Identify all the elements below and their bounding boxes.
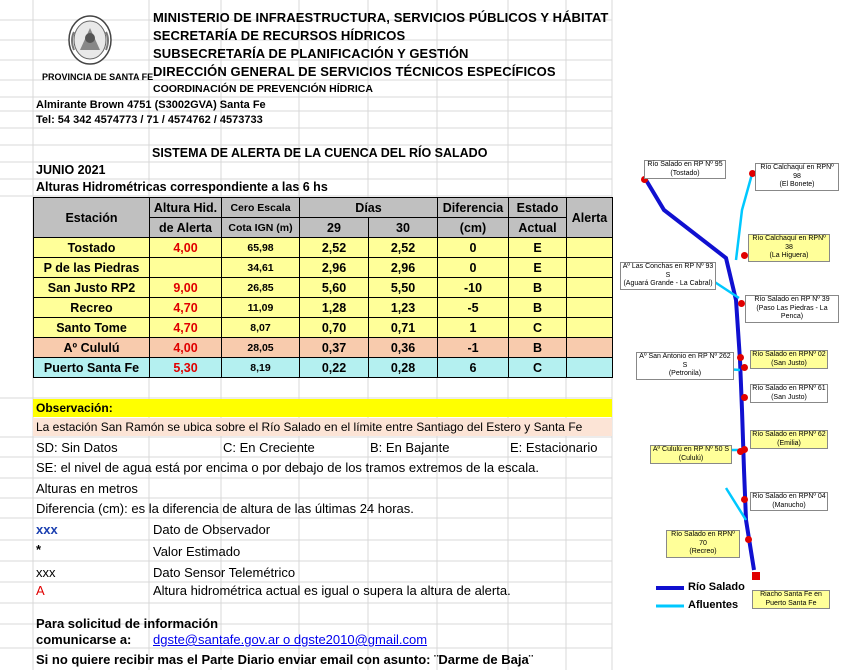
- key-estimated-desc: Valor Estimado: [153, 544, 241, 559]
- map-label-puerto-santa-fe: [752, 590, 830, 609]
- alert-height: 9,00: [150, 278, 222, 298]
- units-note: Alturas en metros: [36, 481, 138, 496]
- map-label-san-justo-02: [750, 350, 828, 369]
- col-alert-height-header-2: de Alerta: [150, 218, 222, 238]
- station-square: [752, 572, 760, 580]
- map-label-line: (San Justo): [771, 393, 807, 401]
- day-29-value: 2,52: [300, 238, 369, 258]
- col-alert-height-header: Altura Hid.: [150, 198, 222, 218]
- direction-line: DIRECCIÓN GENERAL DE SERVICIOS TÉCNICOS ESPECÍFICOS: [153, 64, 556, 79]
- legend-main-river: Río Salado: [688, 581, 745, 593]
- ministry-line: MINISTERIO DE INFRAESTRUCTURA, SERVICIOS PÚBLICOS Y HÁBITAT: [153, 10, 609, 25]
- state: C: [509, 358, 567, 378]
- map-label-line: (Paso Las Piedras - La Penca): [756, 304, 828, 320]
- alert-height: 4,70: [150, 298, 222, 318]
- legend-c: C: En Creciente: [223, 440, 315, 455]
- key-alert-desc: Altura hidrométrica actual es igual o supera la altura de alerta.: [153, 583, 511, 598]
- station-name: P de las Piedras: [34, 258, 150, 278]
- map-label-line: Puerto Santa Fe: [765, 599, 817, 607]
- map-label-line: (Petronila): [668, 370, 702, 377]
- difference: 0: [438, 258, 509, 278]
- difference: 1: [438, 318, 509, 338]
- subsecretary-line: SUBSECRETARÍA DE PLANIFICACIÓN Y GESTIÓN: [153, 46, 469, 61]
- map-label-line: Río Calchaquí en RPNº 98: [760, 164, 834, 180]
- col-zero-header: Cero Escala: [222, 198, 300, 218]
- table-row: [34, 298, 613, 318]
- key-estimated: *: [36, 542, 42, 557]
- zero-scale: 65,98: [222, 238, 300, 258]
- observation-label: Observación:: [36, 401, 113, 415]
- day-29-value: 0,22: [300, 358, 369, 378]
- col-day-29: 29: [300, 218, 369, 238]
- legend-b: B: En Bajante: [370, 440, 450, 455]
- difference-note: Diferencia (cm): es la diferencia de altura de las últimas 24 horas.: [36, 501, 414, 516]
- station-dot: [737, 354, 744, 361]
- key-alert: A: [36, 583, 45, 598]
- day-30-value: 1,23: [369, 298, 438, 318]
- scale-note: SE: el nivel de agua está por encima o por debajo de los tramos extremos de la escala.: [36, 460, 539, 475]
- map-label-cululu: [650, 445, 732, 464]
- day-30-value: 0,36: [369, 338, 438, 358]
- map-label-line: (Cululú): [678, 454, 704, 462]
- map-label-line: Río Salado en RPNº 04: [752, 493, 826, 500]
- col-day-30: 30: [369, 218, 438, 238]
- zero-scale: 8,07: [222, 318, 300, 338]
- station-dot: [745, 536, 752, 543]
- station-dot: [741, 394, 748, 401]
- map-label-tostado: [644, 160, 726, 179]
- secretary-line: SECRETARÍA DE RECURSOS HÍDRICOS: [153, 28, 406, 43]
- table-row: [34, 238, 613, 258]
- col-state-header: Estado: [509, 198, 567, 218]
- hydrometric-table: [33, 197, 613, 378]
- day-30-value: 0,71: [369, 318, 438, 338]
- legend-sd: SD: Sin Datos: [36, 440, 118, 455]
- day-30-value: 2,96: [369, 258, 438, 278]
- station-name: Aº Cululú: [34, 338, 150, 358]
- day-30-value: 5,50: [369, 278, 438, 298]
- coordination-line: COORDINACIÓN DE PREVENCIÓN HÍDRICA: [153, 83, 373, 95]
- day-30-value: 2,52: [369, 238, 438, 258]
- map-label-line: (La Higuera): [769, 252, 809, 259]
- col-diff-header: Diferencia: [438, 198, 509, 218]
- map-label-line: Río Salado en RPNº 62: [752, 431, 826, 438]
- zero-scale: 28,05: [222, 338, 300, 358]
- map-label-line: (Emilia): [777, 439, 801, 447]
- station-name: Recreo: [34, 298, 150, 318]
- map-label-manucho: [750, 492, 828, 511]
- province-seal-logo: [66, 14, 114, 66]
- report-subtitle: Alturas Hidrométricas correspondiente a las 6 hs: [36, 180, 328, 194]
- alert-height: 4,00: [150, 338, 222, 358]
- map-label-line: (Manucho): [772, 501, 806, 509]
- map-label-line: Aº Las Conchas en RP Nº 93 S: [622, 263, 714, 279]
- map-label-line: Río Salado en RP Nº 39: [754, 296, 830, 303]
- state: E: [509, 258, 567, 278]
- alert: [567, 238, 613, 258]
- report-month: JUNIO 2021: [36, 163, 106, 177]
- alert: [567, 278, 613, 298]
- station-dot: [741, 496, 748, 503]
- map-label-paso-las-piedras: [745, 295, 839, 323]
- state: B: [509, 278, 567, 298]
- day-29-value: 0,37: [300, 338, 369, 358]
- zero-scale: 26,85: [222, 278, 300, 298]
- station-name: Puerto Santa Fe: [34, 358, 150, 378]
- station-name: San Justo RP2: [34, 278, 150, 298]
- map-label-line: Aº San Antonio en RP Nº 262 S: [639, 353, 731, 369]
- map-label-line: Río Salado en RPNº 70: [671, 531, 735, 547]
- table-row: [34, 258, 613, 278]
- day-29-value: 5,60: [300, 278, 369, 298]
- alert: [567, 318, 613, 338]
- map-label-line: (Recreo): [689, 548, 717, 555]
- map-label-line: (Tostado): [670, 169, 700, 177]
- state: E: [509, 238, 567, 258]
- day-29-value: 0,70: [300, 318, 369, 338]
- difference: -10: [438, 278, 509, 298]
- map-label-line: (San Justo): [771, 359, 807, 367]
- map-label-emilia: [750, 430, 828, 449]
- map-label-line: Riacho Santa Fe en: [760, 591, 822, 598]
- map-label-line: (Aguará Grande - La Cabral): [623, 280, 713, 287]
- map-label-line: Aº Cululú en RP Nº 50 S: [652, 446, 730, 453]
- contact-label: comunicarse a:: [36, 632, 132, 647]
- col-state-header-2: Actual: [509, 218, 567, 238]
- state: B: [509, 338, 567, 358]
- station-dot: [741, 446, 748, 453]
- difference: 6: [438, 358, 509, 378]
- table-row: [34, 358, 613, 378]
- difference: -5: [438, 298, 509, 318]
- alert-height: [150, 258, 222, 278]
- alert-height: 4,00: [150, 238, 222, 258]
- col-station-header: Estación: [34, 198, 150, 238]
- zero-scale: 34,61: [222, 258, 300, 278]
- legend-e: E: Estacionario: [510, 440, 598, 455]
- day-29-value: 2,96: [300, 258, 369, 278]
- difference: 0: [438, 238, 509, 258]
- address: Almirante Brown 4751 (S3002GVA) Santa Fe: [36, 99, 266, 111]
- observation-text: La estación San Ramón se ubica sobre el Río Salado en el límite entre Santiago del Estero y Santa Fe: [36, 420, 583, 434]
- province-name: PROVINCIA DE SANTA FE: [42, 72, 154, 82]
- table-row: [34, 278, 613, 298]
- map-label-petronila: [636, 352, 734, 380]
- table-row: [34, 318, 613, 338]
- col-zero-header-2: Cota IGN (m): [222, 218, 300, 238]
- alert-height: 5,30: [150, 358, 222, 378]
- day-30-value: 0,28: [369, 358, 438, 378]
- station-name: Santo Tome: [34, 318, 150, 338]
- map-label-recreo: [666, 530, 740, 558]
- state: C: [509, 318, 567, 338]
- station-dot: [738, 300, 745, 307]
- map-label-el-bonete: [755, 163, 839, 191]
- contact-email-link[interactable]: dgste@santafe.gov.ar o dgste2010@gmail.com: [153, 632, 428, 647]
- map-label-line: Río Salado en RPNº 61: [752, 385, 826, 392]
- difference: -1: [438, 338, 509, 358]
- station-dot: [741, 364, 748, 371]
- station-name: Tostado: [34, 238, 150, 258]
- zero-scale: 11,09: [222, 298, 300, 318]
- state: B: [509, 298, 567, 318]
- info-request: Para solicitud de información: [36, 616, 219, 631]
- alert: [567, 258, 613, 278]
- map-label-line: (El Bonete): [779, 181, 815, 188]
- map-label-line: Río Salado en RPNº 02: [752, 351, 826, 358]
- unsubscribe-note: Si no quiere recibir mas el Parte Diario enviar email con asunto: ¨Darme de Baja¨: [36, 652, 534, 667]
- map-label-la-higuera: [748, 234, 830, 262]
- day-29-value: 1,28: [300, 298, 369, 318]
- observation-banner: [33, 399, 612, 417]
- station-dot: [741, 252, 748, 259]
- key-observer: xxx: [36, 522, 58, 537]
- alert: [567, 338, 613, 358]
- map-label-line: Río Calchaquí en RPNº 38: [752, 235, 826, 251]
- col-diff-header-2: (cm): [438, 218, 509, 238]
- key-observer-desc: Dato de Observador: [153, 522, 271, 537]
- map-label-line: Río Salado en RP Nº 95: [647, 161, 723, 168]
- telephone: Tel: 54 342 4574773 / 71 / 4574762 / 4573733: [36, 114, 263, 126]
- alert-height: 4,70: [150, 318, 222, 338]
- map-label-aguara-grande: [620, 262, 716, 290]
- zero-scale: 8,19: [222, 358, 300, 378]
- alert: [567, 358, 613, 378]
- alert: [567, 298, 613, 318]
- report-title: SISTEMA DE ALERTA DE LA CUENCA DEL RÍO SALADO: [152, 146, 488, 160]
- key-sensor-desc: Dato Sensor Telemétrico: [153, 565, 296, 580]
- map-label-san-justo-61: [750, 384, 828, 403]
- table-row: [34, 338, 613, 358]
- col-days-header: Días: [300, 198, 438, 218]
- col-alert-header: Alerta: [567, 198, 613, 238]
- legend-tributaries: Afluentes: [688, 599, 739, 611]
- key-sensor: xxx: [36, 565, 56, 580]
